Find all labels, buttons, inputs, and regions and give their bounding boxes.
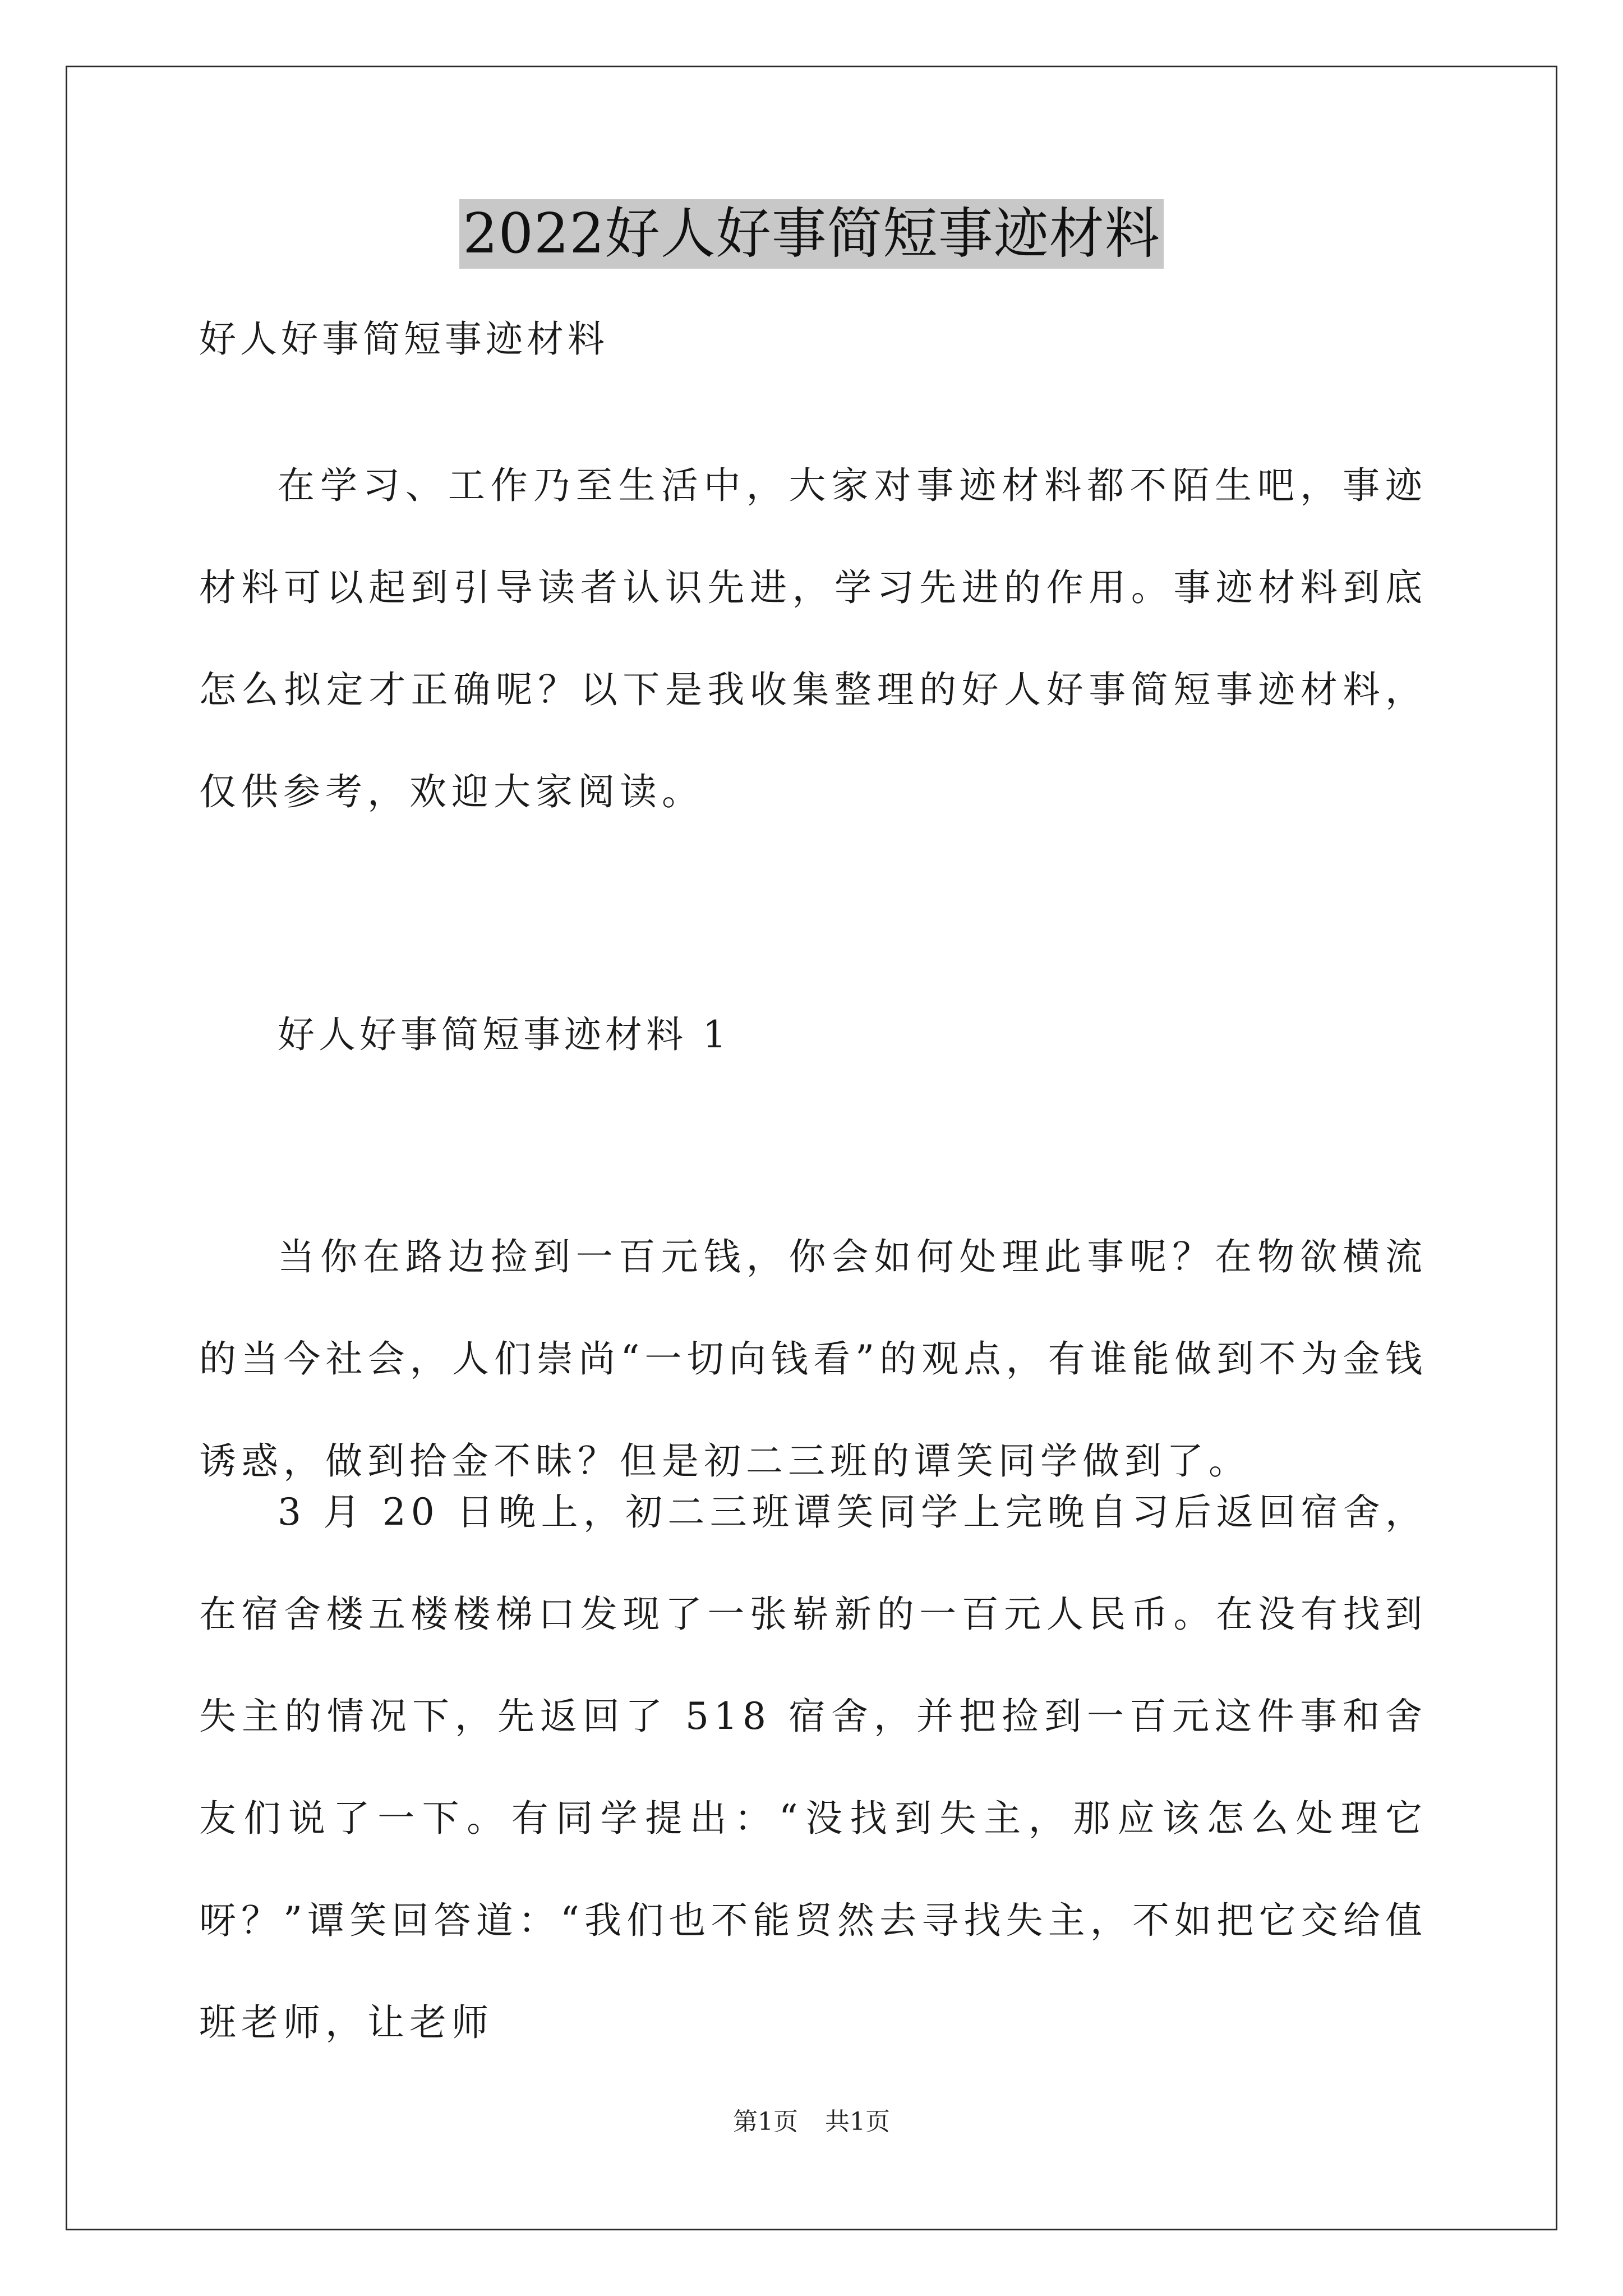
document-title: 2022好人好事简短事迹材料 xyxy=(459,199,1163,269)
body-paragraph-2: 3 月 20 日晚上，初二三班谭笑同学上完晚自习后返回宿舍，在宿舍楼五楼楼梯口发现了一张崭新的一百元人民币。在没有找到失主的情况下，先返回了 518 宿舍，并把捡到一百元这件事和舍友们说了一下。有同学提出：“没找到失主，那应该怎么处理它呀？”谭笑回答道：“我们也不能贸然去寻找失主，不如把它交给值班老师，让老师 xyxy=(199,1490,1427,2044)
body-paragraph-1: 当你在路边捡到一百元钱，你会如何处理此事呢？在物欲横流的当今社会，人们崇尚“一切向钱看”的观点，有谁能做到不为金钱诱惑，做到拾金不昧？但是初二三班的谭笑同学做到了。 xyxy=(199,1235,1427,1483)
page-total: 共1页 xyxy=(825,2108,890,2136)
document-subtitle: 好人好事简短事迹材料 xyxy=(199,318,608,361)
title-container xyxy=(0,199,1623,269)
intro-paragraph: 在学习、工作乃至生活中，大家对事迹材料都不陌生吧，事迹材料可以起到引导读者认识先进，学习先进的作用。事迹材料到底怎么拟定才正确呢？以下是我收集整理的好人好事简短事迹材料，仅供参考，欢迎大家阅读。 xyxy=(199,464,1427,813)
page-number: 第1页 xyxy=(733,2108,798,2136)
page-footer xyxy=(0,2106,1623,2138)
section-heading: 好人好事简短事迹材料 1 xyxy=(278,1013,730,1056)
